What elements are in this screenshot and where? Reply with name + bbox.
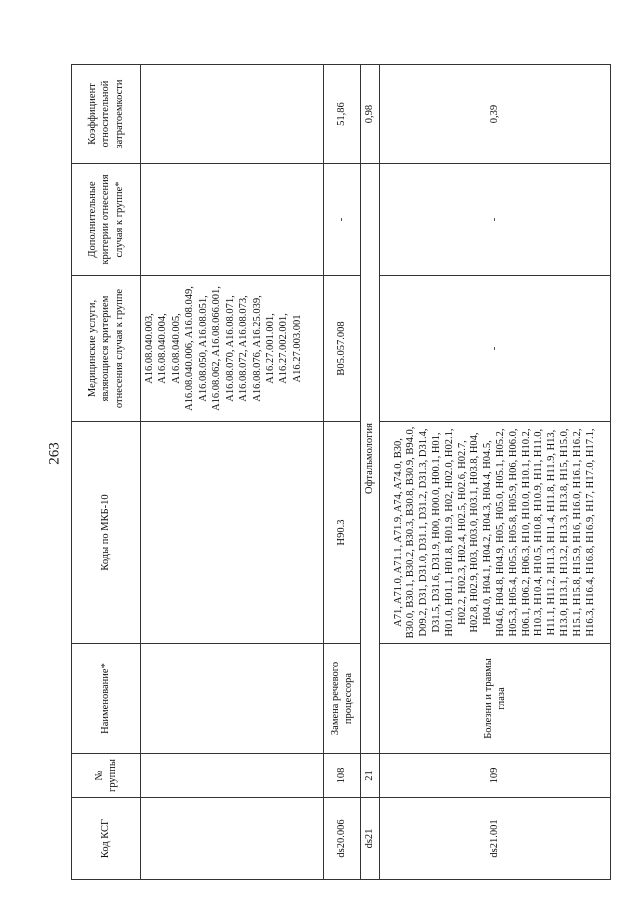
cell-code: ds20.006 <box>324 798 361 880</box>
ksg-table <box>71 64 611 880</box>
rotated-table-container <box>71 65 611 880</box>
cell-services-continued: A16.08.040.003, A16.08.040.004, A16.08.040.005, A16.08.040.006, A16.08.049, A16.08.050, A16.08.051, A16.08.062, A16.08.066.001, A16.08.070, A16.08.071, A16.08.072, A16.08.073, A16.08.076, A16.25.039, A16.27.001.001, A16.27.002.001, A16.27.003.001 <box>141 276 324 422</box>
header-medical-services: Медицинские услуги, являющиеся критерием отнесения случая к группе <box>72 276 141 422</box>
cell-name: Болезни и травмы глаза <box>380 644 611 754</box>
header-group-number: № группы <box>72 754 141 798</box>
cell-code: ds21 <box>361 798 380 880</box>
table-row-ds21-001 <box>380 65 611 880</box>
header-mkb-codes: Коды по МКБ-10 <box>72 422 141 644</box>
cell-code: ds21.001 <box>380 798 611 880</box>
cell-coefficient: 0,98 <box>361 65 380 164</box>
page-number: 263 <box>46 442 63 465</box>
table-row-continued <box>141 65 324 880</box>
cell-services: B05.057.008 <box>324 276 361 422</box>
cell-group-number: 108 <box>324 754 361 798</box>
cell-criteria: - <box>380 164 611 276</box>
cell-criteria: - <box>324 164 361 276</box>
section-title: Офтальмология <box>361 164 380 754</box>
cell-group-number: 109 <box>380 754 611 798</box>
section-row-ds21 <box>361 65 380 880</box>
header-code: Код КСГ <box>72 798 141 880</box>
cell-name: Замена речевого процессора <box>324 644 361 754</box>
header-additional-criteria: Дополнительные критерии отнесения случая к группе* <box>72 164 141 276</box>
header-coefficient: Коэффициент относительной затратоемкости <box>72 65 141 164</box>
header-name: Наименование* <box>72 644 141 754</box>
cell-coefficient: 51,86 <box>324 65 361 164</box>
header-row <box>72 65 141 880</box>
cell-mkb-codes: A71, A71.0, A71.1, A71.9, A74, A74.0, B30, B30.0, B30.1, B30.2, B30.3, B30.8, B30.9, B94.0, D09.2, D31, D31.0, D31.1, D31.2, D31.3, D31.4, D31.5, D31.6, D31.9, H00, H00.0, H00.1, H01, H01.0, H01.1, H01.8, H01.9, H02, H02.0, H02.1, H02.2, H02.3, H02.4, H02.5, H02.6, H02.7, H02.8, H02.9, H03, H03.0, H03.1, H03.8, H04, H04.0, H04.1, H04.2, H04.3, H04.4, H04.5, H04.6, H04.8, H04.9, H05, H05.0, H05.1, H05.2, H05.3, H05.4, H05.5, H05.8, H05.9, H06, H06.0, H06.1, H06.2, H06.3, H10, H10.0, H10.1, H10.2, H10.3, H10.4, H10.5, H10.8, H10.9, H11, H11.0, H11.1, H11.2, H11.3, H11.4, H11.8, H11.9, H13, H13.0, H13.1, H13.2, H13.3, H13.8, H15, H15.0, H15.1, H15.8, H15.9, H16, H16.0, H16.1, H16.2, H16.3, H16.4, H16.8, H16.9, H17, H17.0, H17.1, <box>380 422 611 644</box>
table-row-ds20-006 <box>324 65 361 880</box>
cell-mkb-codes: H90.3 <box>324 422 361 644</box>
cell-coefficient: 0,39 <box>380 65 611 164</box>
cell-group-number: 21 <box>361 754 380 798</box>
cell-services: - <box>380 276 611 422</box>
